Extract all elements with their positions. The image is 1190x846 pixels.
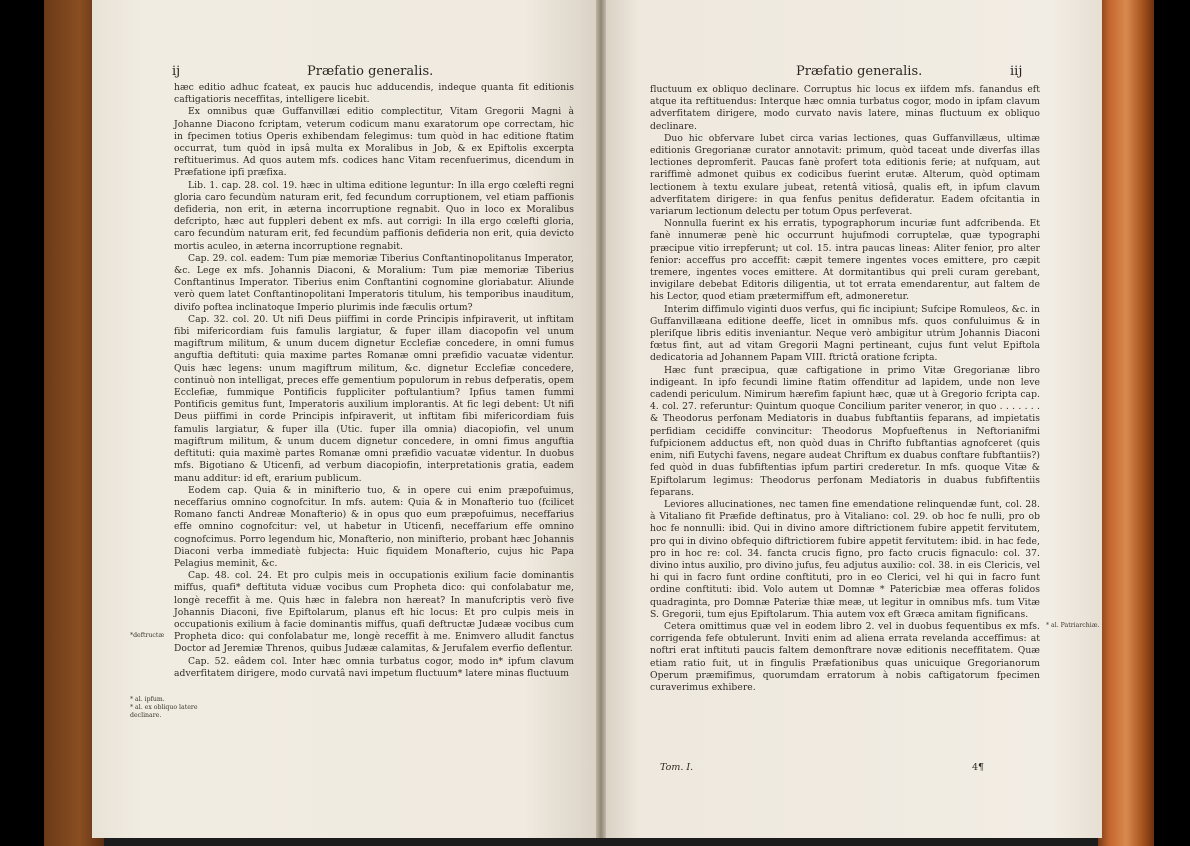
- paragraph: Ex omnibus quæ Guffanvillæi editio complectitur, Vitam Gregorii Magni à Johanne Diacono fcriptam, veterum codicum manu exaratorum ope correctam, hic in fpecimen totius Operis exhibendam felegimus: tum quòd in hac editione ftatim occurrat, tum quòd in ipsâ multa ex Moralibus in Job, & ex Epiftolis excerpta reftituerimus. Ad quos autem mfs. codices hanc Vitam recenfuerimus, dicendum in Præfatione ipfi præfixa.: [174, 106, 574, 179]
- paragraph: fluctuum ex obliquo declinare. Corruptus hic locus ex iifdem mfs. fanandus eft atque ita reftituendus: Interque hæc omnia turbatus cogor, modo in ipfam clavum adverfitatem dirigere, modo curvato navis latere, minas fluctuum ex obliquo declinare.: [650, 84, 1040, 132]
- paragraph: Lib. 1. cap. 28. col. 19. hæc in ultima editione leguntur: In illa ergo cœlefti regni gloria caro fecundùm naturam erit, fed fecundum corruptionem, vel etiam paffionis defideria, non erit, in æterna incorruptione regnabit. Quo in loco ex Moralibus defcripto, hæc aut fuppleri debent ex mfs. aut corrigi: In illa ergo cœlefti gloria, caro fecundùm naturam erit, fed fecundùm paffionis defideria non erit, quia devicto mortis aculeo, in æterna incorruptione regnabit.: [174, 179, 574, 252]
- paragraph: Cap. 52. eâdem col. Inter hæc omnia turbatus cogor, modo in* ipfum clavum adverfitatem dirigere, modo curvatâ navi impetum fluctuum* latere minas fluctuum: [174, 655, 574, 679]
- margin-note: *deftructæ: [130, 632, 165, 639]
- paragraph: Leviores allucinationes, nec tamen fine emendatione relinquendæ funt, col. 28. à Vitaliano fit Præfide deftinatus, pro à Vitaliano: col. 29. ob hoc fe nulli, pro ob hoc fe nonnulli: ibid. Qui in divino amore diftrictionem fubire appetit fervitutem, pro qui in divino obfequio diftrictiorem fubire appetit fervitutem: ibid. in hac fede, pro in hoc re: col. 34. fancta crucis figno, pro facto crucis fignaculo: col. 37. divino intus auxilio, pro divino jufus, feu adjutus auxilio: col. 38. in eis Clericis, vel hi qui in facro funt ordine conftituti, pro in eo Clerici, vel hi qui in facro funt ordine conftituti: ibid. Volo autem ut Domnæ * Patericbiæ mea offeras folidos quadraginta, pro Domnæ Pateriæ thiæ meæ, ut legitur in omnibus mfs. tum Vitæ S. Gregorii, tum ejus Epiftolarum. Thia autem vox eft Græca amitam fignificans.: [650, 498, 1040, 620]
- paragraph: Eodem cap. Quia & in minifterio tuo, & in opere cui enim præpofuimus, neceffarius omnino cognofcitur. In mfs. autem: Quia & in Monafterio tuo (fcilicet Romano fancti Andreæ Monafterio) & in opus quo eum præpofuimus, neceffarius effe omnino cognofcitur: vel, ut habetur in Uticenfi, neceffarium effe omnino cognofcimus. Porro legendum hic, Monafterio, non minifterio, probant hæc Johannis Diaconi verba immediatè fubjecta: Huic fiquidem Monafterio, cujus hic Papa Pelagius meminit, &c.: [174, 484, 574, 569]
- paragraph: Cetera omittimus quæ vel in eodem libro 2. vel in duobus fequentibus ex mfs. corrigenda fefe obtulerunt. Inviti enim ad aliena errata revelanda acceffimus: at noftri erat inftituti paucis faltem demonftrare novæ editionis neceffitatem. Quæ etiam ratio fuit, ut in fingulis Præfationibus quas unicuique Gregorianorum Operum præmifimus, quorumdam erratorum à nobis caftigatorum fpecimen curaverimus exhibere.: [650, 620, 1040, 693]
- margin-note: declinare.: [130, 712, 162, 719]
- paragraph: Cap. 32. col. 20. Ut nifi Deus piiffimi in corde Principis infpiraverit, ut inftitam fibi mifericordiam fuis famulis largiatur, & fuper illam diacopofin vel unum magiftrum militum, & unum ducem dignetur Ecclefiæ concedere, in omni fumus anguftia deftituti: quia maxime partes Romanæ omni præfidio vacuatæ videntur. Quis hæc legens: unum magiftrum militum, &c. dignetur Ecclefiæ concedere, continuò non intelligat, preces effe gementium populorum in rebus defperatis, opem Ecclefiæ, fummique Pontificis fuppliciter poftulantium? Ipfius tamen fummi Pontificis gemitus funt, Imperatoris auxilium implorantis. At fic legi debent: Ut nifi Deus piiffimi in corde Principis infpiraverit, ut inftitam fibi mifericordiam fuis famulis largiatur, & fuper illa (Utic. fuper illa omnia) diacopiofin, vel unum magiftrum militum, & unum ducem dignetur concedere, in omni fimus anguftia deftituti: quia maximè partes Romanæ omni præfidio vacuatæ videntur. In duobus mfs. Bigotiano & Uticenfi, ad verbum diacopiofin, interpretationis gratia, eadem manu additur: id eft, erarium publicum.: [174, 313, 574, 484]
- margin-note: * al. ex obliquo latere: [130, 704, 198, 711]
- right-cover-edge: [1098, 0, 1154, 846]
- paragraph: Interim diffimulo viginti duos verfus, qui fic incipiunt; Sufcipe Romuleos, &c. in Guffanvillæana editione deeffe, licet in omnibus mfs. quos confuluimus & in pleriſque libris editis inveniantur. Neque verò ambigitur utrùm Johannis Diaconi fœtus fint, aut ad vitam Gregorii Magni pertineant, cujus funt velut Epiftola dedicatoria ad Johannem Papam VIII. ftrictâ oratione fcripta.: [650, 303, 1040, 364]
- paragraph: Hæc funt præcipua, quæ caftigatione in primo Vitæ Gregorianæ libro indigeant. In ipfo fecundi limine ftatim offenditur ad lapidem, unde non leve cadendi periculum. Nimirum hærefim fapiunt hæc, quæ ut à Gregorio fcripta cap. 4. col. 27. referuntur: Quintum quoque Concilium pariter veneror, in quo . . . . . . . & Theodorus perfonam Mediatoris in duabus fubftantiis feparans, ad impietatis perfidiam cecidiffe convincitur: Theodorus Mopfueftenus in Neftorianifmi fufpicionem adductus eft, non quòd duas in Chrifto fubftantias agnofceret (quis enim, nifi Eutychi favens, negare audeat Chriftum ex duabus conftare fubftantiis?) fed quòd in duas fubfiftentias ipfum partiri crederetur. In mfs. quoque Vitæ & Epiftolarum legimus: Theodorus perfonam Mediatoris in duabus fubfiftentiis feparans.: [650, 364, 1040, 498]
- left-running-head: Præfatio generalis.: [307, 64, 434, 79]
- left-body-text: [174, 82, 574, 680]
- paragraph: Duo hic obfervare lubet circa varias lectiones, quas Guffanvillæus, ultimæ editionis Gregorianæ curator annotavit: primum, quòd taceat unde diverfas illas lectiones depromferit. Paucas fanè profert tota editionis ferie; at nufquam, aut rariffimè admonet quibus ex codicibus fuerint erutæ. Alterum, quòd optimam lectionem à textu exulare jubeat, retentâ vitiosâ, qualis eft, in ipfum clavum adverfitatem dirigere: in qua fenfus penitus defideratur. Eadem ofcitantia in variarum lectionum delectu per totum Opus perfeverat.: [650, 132, 1040, 218]
- book-gutter: [596, 0, 606, 838]
- right-page-number: iij: [1010, 64, 1023, 79]
- right-body-text: [650, 84, 1040, 694]
- left-page: [92, 0, 600, 838]
- paragraph: Cap. 29. col. eadem: Tum piæ memoriæ Tiberius Conftantinopolitanus Imperator, &c. Lege ex mfs. Johannis Diaconi, & Moralium: Tum piæ memoriæ Tiberius Conftantinus Imperator. Tiberius enim Conftantini cognomine gloriabatur. Aliunde verò quem latet Conftantinopolitani Imperatoris titulum, his temporibus inauditum, divifo poftea inclinatoque Imperio plurimis inde fæculis ortum?: [174, 252, 574, 313]
- volume-label: Tom. I.: [660, 762, 694, 773]
- paragraph: Cap. 48. col. 24. Et pro culpis meis in occupationis exilium facie dominantis miffus, quafi* deftituta viduæ vocibus cum Propheta dico: qui confolabatur me, longè receffit à me. Quis hæc in falebra non hæreat? In manufcriptis verò five Johannis Diaconi, five Epiftolarum, planus eft hic locus: Et pro culpis meis in occupationis exilium à facie dominantis miffus, quafi deftructæ Judææ vocibus cum Propheta dico: qui confolabatur me, longè receffit à me. Enimvero alludit fanctus Doctor ad Jeremiæ Threnos, quibus Judææ calamitas, & Jerufalem everfio deflentur.: [174, 570, 574, 655]
- paragraph: hæc editio adhuc fcateat, ex paucis huc adducendis, indeque quanta fit editionis caftigatioris neceffitas, intelligere licebit.: [174, 82, 574, 106]
- right-page: [600, 0, 1102, 838]
- right-running-head: Præfatio generalis.: [796, 64, 923, 79]
- left-page-number: ij: [172, 64, 181, 79]
- margin-note: * al. ipfum.: [130, 696, 165, 703]
- margin-note: * al. Patriarchiæ.: [1046, 622, 1100, 629]
- paragraph: Nonnulla fuerint ex his erratis, typographorum incuriæ funt adfcribenda. Et fanè innumeræ penè hic occurrunt hujufmodi corruptelæ, quæ typographi præcipue vitio irrepferunt; ut col. 15. intra paucas lineas: Aliter fenior, pro alter fenior: acceffus pro acceffit: cæpit temere ingentes voces emittere, pro cæpit tremere, ingentes voces emittere. At dormitantibus qui preli curam gerebant, invigilare debebat Editoris diligentia, ut tot errata emendarentur, aut faltem de his Lector, quod etiam prætermiffum eft, admoneretur.: [650, 218, 1040, 303]
- signature-mark: 4¶: [972, 762, 985, 773]
